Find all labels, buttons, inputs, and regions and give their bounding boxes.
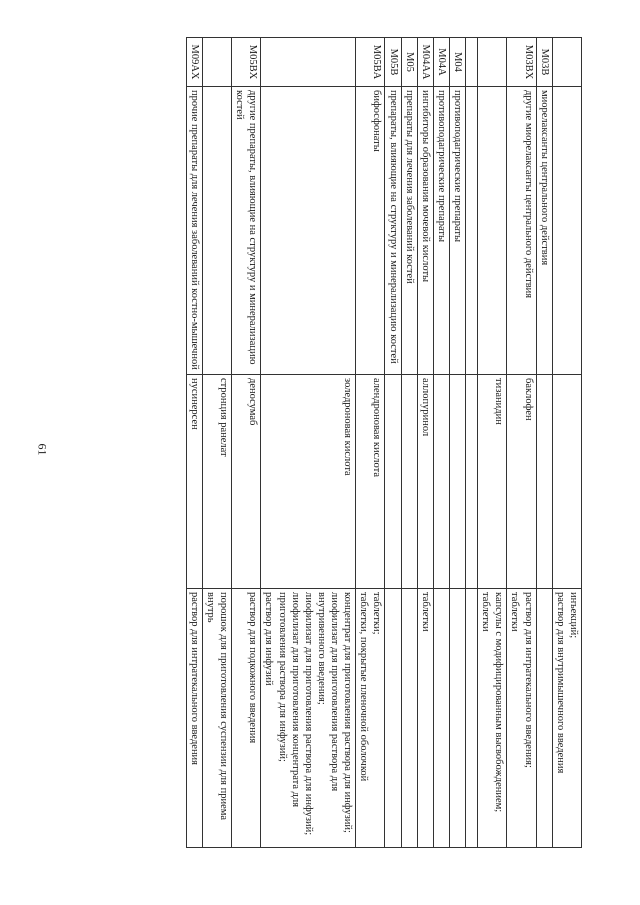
dosage-forms-cell	[536, 589, 552, 848]
drug-name-cell: алендроновая кислота	[356, 375, 385, 589]
dosage-forms-cell	[186, 589, 202, 848]
drug-name-cell: нусинерсен	[186, 375, 202, 589]
table-row	[466, 38, 478, 848]
atc-code-cell: M05	[401, 38, 417, 87]
dosage-forms-cell	[433, 589, 449, 848]
atc-code-cell: M09AX	[186, 38, 202, 87]
table-row	[401, 38, 417, 848]
dosage-forms-cell	[356, 589, 385, 848]
table-row	[433, 38, 449, 848]
dosage-form: раствор для интратекального введения;	[522, 592, 534, 768]
drug-name-cell	[433, 375, 449, 589]
atc-code-cell: M03BX	[507, 38, 536, 87]
drug-table	[186, 37, 582, 848]
dosage-form: раствор для подкожного введения	[247, 592, 259, 744]
drug-table-body	[186, 38, 581, 848]
drug-name-cell: золедроновая кислота	[261, 375, 356, 589]
group-name-cell: препараты для лечения заболеваний костей	[401, 87, 417, 375]
group-name-cell	[261, 87, 356, 375]
dosage-form: раствор для инфузий	[263, 592, 275, 686]
dosage-form: порошок для приготовления суспензии для приема внутрь	[205, 592, 230, 820]
drug-name-cell	[536, 375, 552, 589]
group-name-cell: другие миорелаксанты центрального действия	[507, 87, 536, 375]
group-name-cell: миорелаксанты центрального действия	[536, 87, 552, 375]
table-row	[385, 38, 401, 848]
atc-code-cell: M03B	[536, 38, 552, 87]
group-name-cell: противоподагрические препараты	[450, 87, 466, 375]
atc-code-cell: M05B	[385, 38, 401, 87]
dosage-form: инъекций;	[568, 592, 579, 639]
group-name-cell	[466, 87, 478, 375]
group-name-cell: прочие препараты для лечения заболеваний костно-мышечной	[186, 87, 202, 375]
atc-code-cell: M04AA	[417, 38, 433, 87]
drug-name-cell: деносумаб	[232, 375, 261, 589]
table-row	[232, 38, 261, 848]
table-row	[478, 38, 507, 848]
atc-code-cell	[552, 38, 581, 87]
dosage-forms-cell	[261, 589, 356, 848]
dosage-form: лиофилизат для приготовления раствора для внутривенного введения;	[316, 592, 341, 792]
atc-code-cell: M05BA	[356, 38, 385, 87]
group-name-cell: ингибиторы образования мочевой кислоты	[417, 87, 433, 375]
atc-code-cell: M04	[450, 38, 466, 87]
dosage-forms-cell	[552, 589, 581, 848]
table-row	[450, 38, 466, 848]
atc-code-cell: M04A	[433, 38, 449, 87]
dosage-forms-cell	[466, 589, 478, 848]
dosage-form: лиофилизат для приготовления раствора для инфузий;	[302, 592, 314, 836]
group-name-cell: препараты, влияющие на структуру и минерализацию костей	[385, 87, 401, 375]
drug-name-cell: аллопуринол	[417, 375, 433, 589]
atc-code-cell	[261, 38, 356, 87]
atc-code-cell: M05BX	[232, 38, 261, 87]
table-row	[552, 38, 581, 848]
dosage-form: раствор для интратекального введения	[188, 592, 200, 766]
dosage-forms-cell	[478, 589, 507, 848]
dosage-form: таблетки;	[371, 592, 383, 635]
dosage-forms-cell	[507, 589, 536, 848]
dosage-forms-cell	[401, 589, 417, 848]
drug-name-cell	[385, 375, 401, 589]
rotated-table-wrapper	[97, 37, 582, 847]
drug-name-cell	[450, 375, 466, 589]
drug-name-cell: баклофен	[507, 375, 536, 589]
table-row	[186, 38, 202, 848]
atc-code-cell	[202, 38, 231, 87]
table-row	[356, 38, 385, 848]
drug-name-cell: тизанидин	[478, 375, 507, 589]
dosage-forms-cell	[232, 589, 261, 848]
dosage-form: таблетки	[509, 592, 521, 632]
drug-name-cell	[466, 375, 478, 589]
dosage-form: таблетки	[419, 592, 431, 632]
group-name-cell	[552, 87, 581, 375]
atc-code-cell	[478, 38, 507, 87]
table-row	[536, 38, 552, 848]
dosage-form: таблетки	[480, 592, 492, 632]
dosage-form: таблетки, покрытые пленочной оболочкой	[358, 592, 370, 782]
group-name-cell: противоподагрические препараты	[433, 87, 449, 375]
dosage-form: раствор для внутримышечного введения	[554, 592, 566, 774]
dosage-form: лиофилизат для приготовления концентрата для приготовления раствора для инфузий;	[276, 592, 301, 808]
dosage-forms-cell	[385, 589, 401, 848]
group-name-cell	[478, 87, 507, 375]
table-row	[261, 38, 356, 848]
dosage-form: капсулы с модифицированным высвобождением;	[493, 592, 505, 813]
drug-name-cell	[552, 375, 581, 589]
atc-code-cell	[466, 38, 478, 87]
group-name-cell: бифосфонаты	[356, 87, 385, 375]
drug-name-cell	[401, 375, 417, 589]
dosage-forms-cell	[417, 589, 433, 848]
table-row	[417, 38, 433, 848]
table-row	[202, 38, 231, 848]
dosage-forms-cell	[202, 589, 231, 848]
drug-name-cell: стронция ранелат	[202, 375, 231, 589]
table-row	[507, 38, 536, 848]
dosage-forms-cell	[450, 589, 466, 848]
page-number: 61	[35, 443, 50, 456]
group-name-cell	[202, 87, 231, 375]
dosage-form: концентрат для приготовления раствора для инфузий;	[342, 592, 354, 833]
group-name-cell: другие препараты, влияющие на структуру и минерализацию костей	[232, 87, 261, 375]
